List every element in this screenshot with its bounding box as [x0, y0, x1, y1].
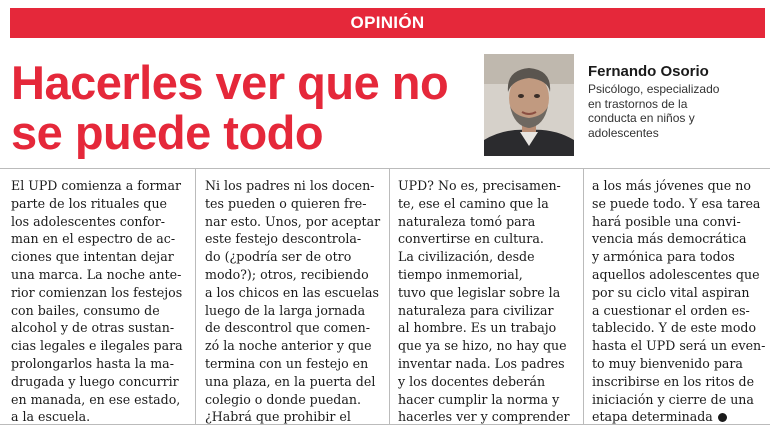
text-line: se puede todo. Y esa tarea [592, 195, 761, 211]
text-line: nar esto. Unos, por aceptar [205, 213, 381, 229]
text-line: y armónica para todos [592, 249, 735, 265]
text-line: hasta el UPD será un even- [592, 338, 766, 354]
author-desc-line: adolescentes [588, 125, 659, 140]
text-line: hacer cumplir la norma y [398, 391, 560, 407]
text-line: alcohol y de otras sustan- [11, 320, 175, 336]
text-line: prolongarlos hasta la ma- [11, 355, 174, 371]
text-line: La civilización, desde [398, 249, 535, 265]
section-label: OPINIÓN [350, 13, 425, 32]
text-line: to muy bienvenido para [592, 355, 743, 371]
text-line: hacerles ver y comprender [398, 409, 570, 425]
text-line: vencia más democrática [592, 231, 747, 247]
text-line: te, ese el camino que la [398, 195, 549, 211]
text-line: ¿Habrá que prohibir el [205, 409, 351, 425]
text-line: inscribirse en los ritos de [592, 373, 755, 389]
text-line: a cuestionar el orden es- [592, 302, 750, 318]
text-line: a la escuela. [11, 409, 91, 425]
last-text-line [592, 408, 765, 426]
headline [11, 58, 481, 158]
text-line: hará posible una convi- [592, 213, 741, 229]
text-line: tes pueden o quieren fre- [205, 195, 367, 211]
text-line: los adolescentes confor- [11, 213, 166, 229]
article-column-1 [11, 177, 183, 426]
column-separator [389, 168, 390, 424]
text-line: drugada y luego concurrir [11, 373, 179, 389]
author-desc-line: en trastornos de la [588, 96, 688, 111]
text-line: UPD? No es, precisamen- [398, 178, 561, 193]
article-column-2 [205, 177, 380, 426]
text-line: por su ciclo vital aspiran [592, 284, 750, 300]
column-separator [583, 168, 584, 424]
text-line: parte de los rituales que [11, 195, 168, 211]
author-desc-line: Psicólogo, especializado [588, 82, 720, 96]
column-separator [195, 168, 196, 424]
article-column-4 [592, 177, 765, 426]
end-mark-icon [718, 413, 727, 422]
text-line: este festejo descontrola- [205, 231, 362, 247]
text-line: que ya se hizo, no hay que [398, 338, 567, 354]
text-line: aquellos adolescentes que [592, 266, 760, 282]
author-portrait [484, 54, 574, 156]
author-description [588, 82, 758, 140]
author-desc-line: conducta en niños y [588, 111, 695, 125]
text-line: El UPD comienza a formar [11, 178, 181, 193]
text-line: colegio o donde puedan. [205, 391, 361, 407]
text-line: man en el espectro de ac- [11, 231, 176, 247]
text-line: una plaza, en la puerta del [205, 373, 376, 389]
text-line: tiempo inmemorial, [398, 266, 523, 282]
top-rule [0, 168, 770, 169]
text-line: al hombre. Es un trabajo [398, 320, 557, 336]
text-line: a los más jóvenes que no [592, 178, 751, 193]
text-line: una marca. La noche ante- [11, 266, 182, 282]
text-line: ciones que intentan dejar [11, 249, 174, 265]
author-photo-icon [484, 54, 574, 156]
text-line: Ni los padres ni los docen- [205, 178, 375, 193]
text-line: naturaleza tomó para [398, 213, 536, 229]
text-line: inventar nada. Los padres [398, 355, 565, 371]
text-line: naturaleza para civilizar [398, 302, 554, 318]
text-line: con bailes, consumo de [11, 302, 160, 318]
text-line: termina con un festejo en [205, 355, 369, 371]
article-column-3 [398, 177, 570, 426]
text-line: do (¿podría ser de otro [205, 249, 352, 265]
text-line: zó la noche anterior y que [205, 338, 372, 354]
text-line: en manada, en ese estado, [11, 391, 181, 407]
text-line: modo?); otros, recibiendo [205, 266, 369, 282]
text-line: y los docentes deberán [398, 373, 546, 389]
text-line: iniciación y cierre de una [592, 391, 754, 407]
text-line: a los chicos en las escuelas [205, 284, 379, 300]
headline-line-2: se puede todo [11, 106, 324, 159]
text-line: tablecido. Y de este modo [592, 320, 757, 336]
text-line: de descontrol que comen- [205, 320, 370, 336]
text-line: tuvo que legislar sobre la [398, 284, 561, 300]
text-line: etapa determinada [592, 409, 713, 425]
headline-line-1: Hacerles ver que no [11, 56, 449, 109]
section-banner [10, 8, 765, 38]
text-line: convertirse en cultura. [398, 231, 544, 247]
text-line: cias legales e ilegales para [11, 338, 183, 354]
text-line: luego de la larga jornada [205, 302, 366, 318]
author-name: Fernando Osorio [588, 63, 709, 80]
text-line: rior comienzan los festejos [11, 284, 183, 300]
